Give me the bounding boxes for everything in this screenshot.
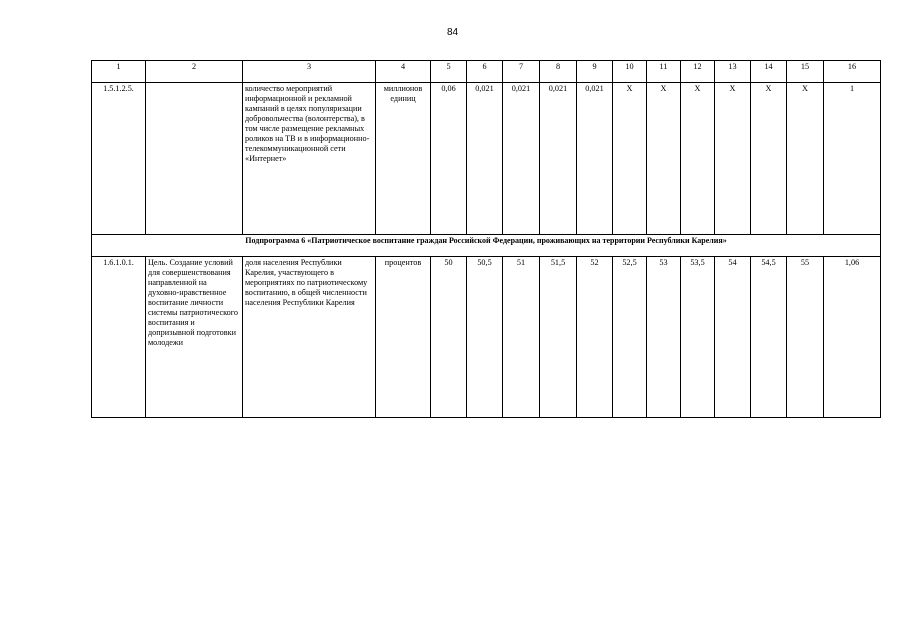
row-value: X (715, 83, 751, 235)
table-row (92, 83, 881, 235)
subprogram-title: Подпрограмма 6 «Патриотическое воспитание граждан Российской Федерации, проживающих на территории Республики Карелия» (92, 235, 881, 257)
row-value: 0,021 (467, 83, 503, 235)
row-value: 0,06 (431, 83, 467, 235)
column-number-header: 12 (681, 61, 715, 83)
subprogram-row (92, 235, 881, 257)
row-code: 1.6.1.0.1. (92, 257, 146, 418)
column-number-header: 9 (577, 61, 613, 83)
row-goal (146, 83, 243, 235)
column-number-header: 4 (376, 61, 431, 83)
row-value: X (751, 83, 787, 235)
row-value: 54,5 (751, 257, 787, 418)
column-number-header: 7 (503, 61, 540, 83)
column-number-header: 1 (92, 61, 146, 83)
column-number-row (92, 61, 881, 83)
row-indicator: доля населения Республики Карелия, участвующего в мероприятиях по патриотическому воспитанию, в общей численности населения Республики Карелия (243, 257, 376, 418)
row-unit: процентов (376, 257, 431, 418)
table-row (92, 257, 881, 418)
row-value: X (787, 83, 824, 235)
row-value: 51 (503, 257, 540, 418)
row-indicator: количество мероприятий информационной и рекламной кампаний в целях популяризации добровольчества (волонтерства), в том числе размещение рекламных роликов на ТВ и в информационно-телекоммуникационной сети «Интернет» (243, 83, 376, 235)
page-number: 84 (446, 27, 459, 38)
column-number-header: 16 (824, 61, 881, 83)
column-number-header: 10 (613, 61, 647, 83)
row-value: 51,5 (540, 257, 577, 418)
row-value: 50,5 (467, 257, 503, 418)
row-value: 50 (431, 257, 467, 418)
column-number-header: 15 (787, 61, 824, 83)
row-value: 1 (824, 83, 881, 235)
column-number-header: 14 (751, 61, 787, 83)
row-goal: Цель. Создание условий для совершенствования направленной на духовно-нравственное воспитание личности системы патриотического воспитания и допризывной подготовки молодежи (146, 257, 243, 418)
indicators-table (91, 60, 881, 418)
row-unit: миллионов единиц (376, 83, 431, 235)
row-value: 52,5 (613, 257, 647, 418)
row-value: 55 (787, 257, 824, 418)
row-value: 54 (715, 257, 751, 418)
row-value: 53 (647, 257, 681, 418)
row-value: 53,5 (681, 257, 715, 418)
column-number-header: 5 (431, 61, 467, 83)
row-value: 0,021 (503, 83, 540, 235)
column-number-header: 2 (146, 61, 243, 83)
row-value: 0,021 (577, 83, 613, 235)
column-number-header: 6 (467, 61, 503, 83)
column-number-header: 13 (715, 61, 751, 83)
row-value: 1,06 (824, 257, 881, 418)
column-number-header: 8 (540, 61, 577, 83)
column-number-header: 3 (243, 61, 376, 83)
row-value: X (647, 83, 681, 235)
row-value: X (681, 83, 715, 235)
row-value: 52 (577, 257, 613, 418)
row-value: X (613, 83, 647, 235)
row-value: 0,021 (540, 83, 577, 235)
row-code: 1.5.1.2.5. (92, 83, 146, 235)
column-number-header: 11 (647, 61, 681, 83)
